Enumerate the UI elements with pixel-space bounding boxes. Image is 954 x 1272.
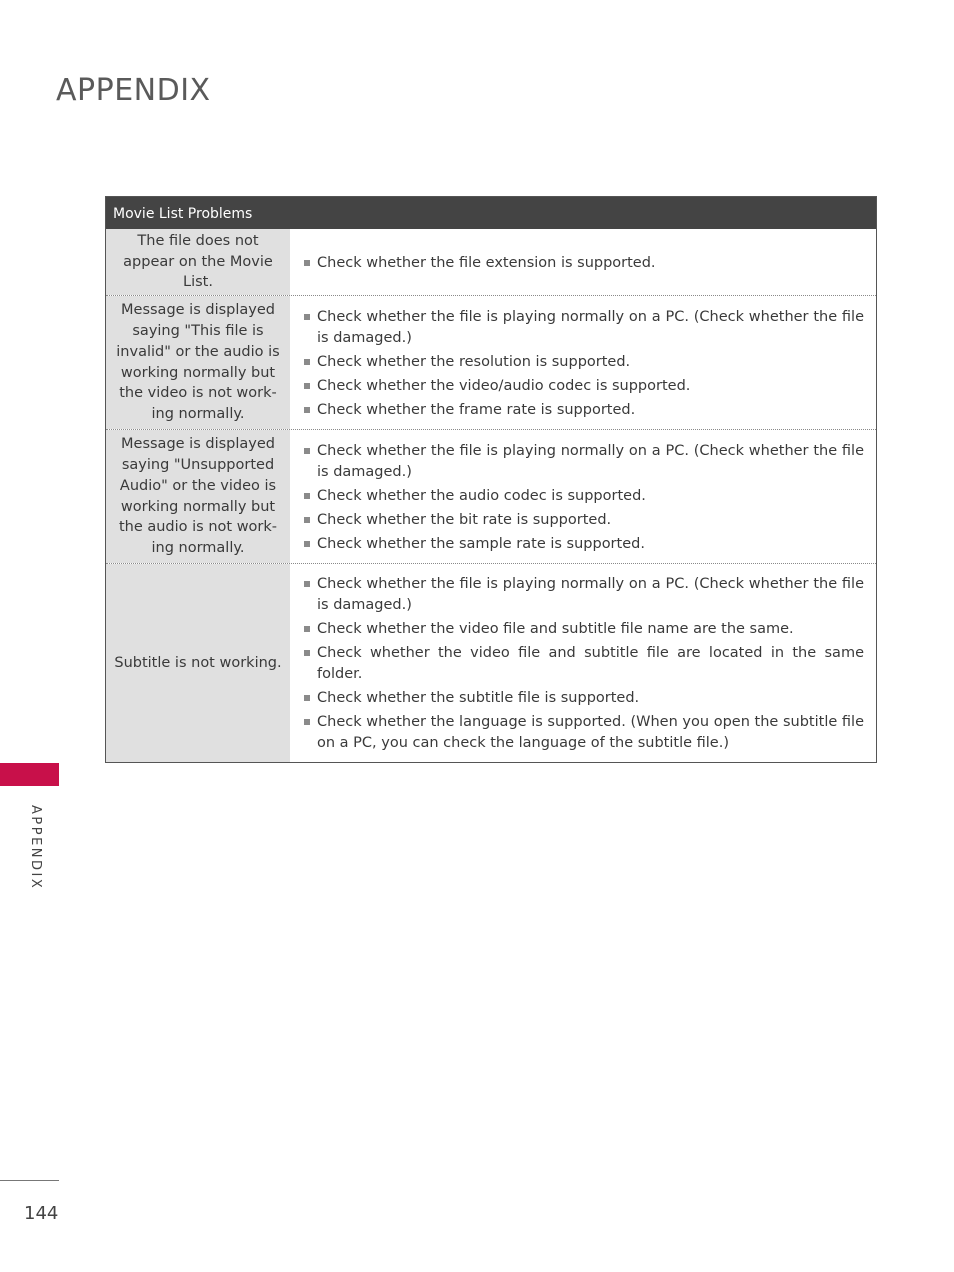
square-bullet-icon — [304, 383, 310, 389]
square-bullet-icon — [304, 695, 310, 701]
square-bullet-icon — [304, 359, 310, 365]
solution-text: Check whether the file is playing normally on a PC. (Check whether the file is damaged.) — [317, 308, 864, 346]
square-bullet-icon — [304, 493, 310, 499]
square-bullet-icon — [304, 314, 310, 320]
solution-text: Check whether the file is playing normally on a PC. (Check whether the file is damaged.) — [317, 442, 864, 480]
list-item — [304, 688, 864, 709]
list-item — [304, 352, 864, 373]
problem-cell: The file does not appear on the Movie List. — [106, 229, 290, 295]
problem-cell: Message is displayed saying "This file is invalid" or the audio is working normally but the video is not work-ing normally. — [106, 296, 290, 429]
square-bullet-icon — [304, 581, 310, 587]
footer-divider — [0, 1180, 59, 1181]
solution-text: Check whether the file extension is supported. — [317, 254, 656, 271]
list-item — [304, 376, 864, 397]
list-item — [304, 253, 864, 274]
problem-cell: Message is displayed saying "Unsupported Audio" or the video is working normally but the audio is not work-ing normally. — [106, 430, 290, 563]
square-bullet-icon — [304, 650, 310, 656]
square-bullet-icon — [304, 541, 310, 547]
solution-cell — [290, 229, 876, 295]
solution-cell — [290, 430, 876, 563]
solution-text: Check whether the video file and subtitle file are located in the same folder. — [317, 645, 864, 682]
square-bullet-icon — [304, 517, 310, 523]
solution-text: Check whether the video/audio codec is supported. — [317, 377, 691, 394]
list-item — [304, 712, 864, 754]
solution-text: Check whether the frame rate is supported. — [317, 401, 636, 418]
table-row — [106, 229, 876, 295]
solution-cell — [290, 296, 876, 429]
page-title: APPENDIX — [56, 73, 211, 108]
side-section-label: APPENDIX — [28, 805, 43, 891]
solution-text: Check whether the audio codec is supported. — [317, 487, 646, 504]
table-row — [106, 429, 876, 563]
list-item — [304, 643, 864, 685]
solution-text: Check whether the language is supported. (When you open the subtitle file on a PC, you can check the language of the subtitle file.) — [317, 714, 864, 751]
solution-text: Check whether the bit rate is supported. — [317, 511, 612, 528]
square-bullet-icon — [304, 407, 310, 413]
list-item — [304, 486, 864, 507]
list-item — [304, 510, 864, 531]
solution-text: Check whether the subtitle file is supported. — [317, 690, 640, 706]
list-item — [304, 574, 864, 616]
section-tab-marker — [0, 763, 59, 786]
solution-text: Check whether the video file and subtitle file name are the same. — [317, 621, 794, 637]
solution-text: Check whether the file is playing normally on a PC. (Check whether the file is damaged.) — [317, 576, 864, 613]
solution-text: Check whether the resolution is supported. — [317, 353, 631, 370]
list-item — [304, 619, 864, 640]
solution-cell — [290, 564, 876, 762]
page-number: 144 — [24, 1203, 59, 1224]
list-item — [304, 400, 864, 421]
problem-cell: Subtitle is not working. — [106, 564, 290, 762]
list-item — [304, 441, 864, 483]
square-bullet-icon — [304, 260, 310, 266]
table-row — [106, 563, 876, 762]
square-bullet-icon — [304, 626, 310, 632]
table-row — [106, 295, 876, 429]
table-header: Movie List Problems — [106, 197, 876, 229]
square-bullet-icon — [304, 448, 310, 454]
troubleshooting-table — [105, 196, 877, 763]
solution-text: Check whether the sample rate is supported. — [317, 535, 645, 552]
square-bullet-icon — [304, 719, 310, 725]
list-item — [304, 534, 864, 555]
list-item — [304, 307, 864, 349]
